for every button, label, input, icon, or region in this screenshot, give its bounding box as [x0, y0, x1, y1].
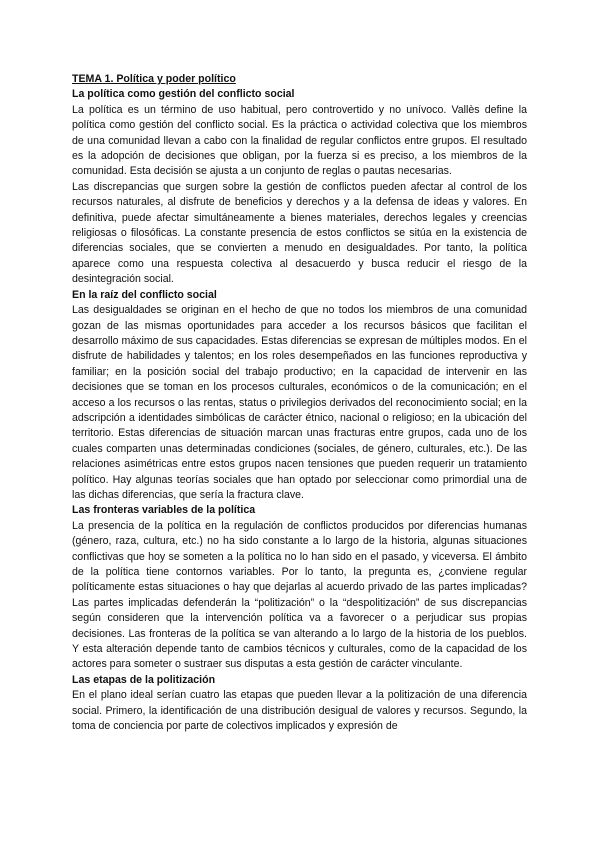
paragraph: Las discrepancias que surgen sobre la gestión de conflictos pueden afectar al control de los recursos naturales, al disfrute de beneficios y derechos y a la defensa de ideas y valores. En definitiva, puede afectar simultáneamente a bienes materiales, derechos legales y creencias religiosas o filosóficas. La constante presencia de estos conflictos se sitúa en la existencia de diferencias sociales, que se convierten a menudo en desigualdades. Por tanto, la política aparece como una respuesta colectiva al desacuerdo y busca reducir el riesgo de la desintegración social. — [72, 180, 527, 286]
paragraph: En el plano ideal serían cuatro las etapas que pueden llevar a la politización de una diferencia social. Primero, la identificación de una distribución desigual de valores y recursos. Segundo, la toma de conciencia por parte de colectivos implicados y expresión de — [72, 689, 527, 733]
document-body — [72, 72, 527, 734]
section-heading: Las etapas de la politización — [72, 673, 216, 686]
section-heading: Las fronteras variables de la política — [72, 504, 256, 517]
section-heading: La política como gestión del conflicto social — [72, 88, 295, 101]
document-title: TEMA 1. Política y poder político — [72, 73, 236, 85]
paragraph: Las desigualdades se originan en el hecho de que no todos los miembros de una comunidad gozan de las mismas oportunidades para acceder a los recursos básicos que facilitan el desarrollo máximo de sus capacidades. Estas diferencias se expresan de múltiples modos. En el disfrute de habilidades y talentos; en los roles desempeñados en las funciones reproductiva y familiar; en la posición social del trabajo productivo; en la capacidad de intervenir en las decisiones que se toman en los procesos culturales, económicos o de la comunicación; en el acceso a los recursos o las rentas, status o privilegios derivados del reconocimiento social; en la adscripción a identidades simbólicas de carácter étnico, nacional o religioso; en la ubicación del territorio. Estas diferencias de situación marcan unas fracturas entre grupos, cada uno de los cuales comparten unas determinadas condiciones (sociales, de género, culturales, etc.). De las relaciones asimétricas entre estos grupos nacen tensiones que pueden requerir un tratamiento político. Hay algunas teorías sociales que han optado por seleccionar como primordial una de las dichas diferencias, que sería la fractura clave. — [72, 304, 527, 501]
section-heading: En la raíz del conflicto social — [72, 288, 217, 301]
paragraph: La política es un término de uso habitual, pero controvertido y no unívoco. Vallès define la política como gestión del conflicto social. Es la práctica o actividad colectiva que los miembros de una comunidad llevan a cabo con la finalidad de regular conflictos entre grupos. El resultado es la adopción de decisiones que obligan, por la fuerza si es preciso, a los miembros de la comunidad. Esta decisión se ajusta a un conjunto de reglas o pautas necesarias. — [72, 103, 527, 178]
paragraph: La presencia de la política en la regulación de conflictos producidos por diferencias humanas (género, raza, cultura, etc.) no ha sido constante a lo largo de la historia, algunas situaciones conflictivas que hoy se someten a la política no lo han sido en el pasado, y viceversa. El ámbito de la política tiene contornos variables. Por lo tanto, la pregunta es, ¿conviene regular políticamente estas situaciones o hay que dejarlas al acuerdo privado de las partes implicadas? Las partes implicadas defenderán la “politización” o la “despolitización” de sus discrepancias según consideren que la intervención política va a favorecer o a perjudicar sus propias decisiones. Las fronteras de la política se van alterando a lo largo de la historia de los pueblos. Y esta alteración depende tanto de cambios técnicos y culturales, como de la capacidad de los actores para someter o sustraer sus disputas a esta gestión de carácter vinculante. — [72, 519, 527, 671]
